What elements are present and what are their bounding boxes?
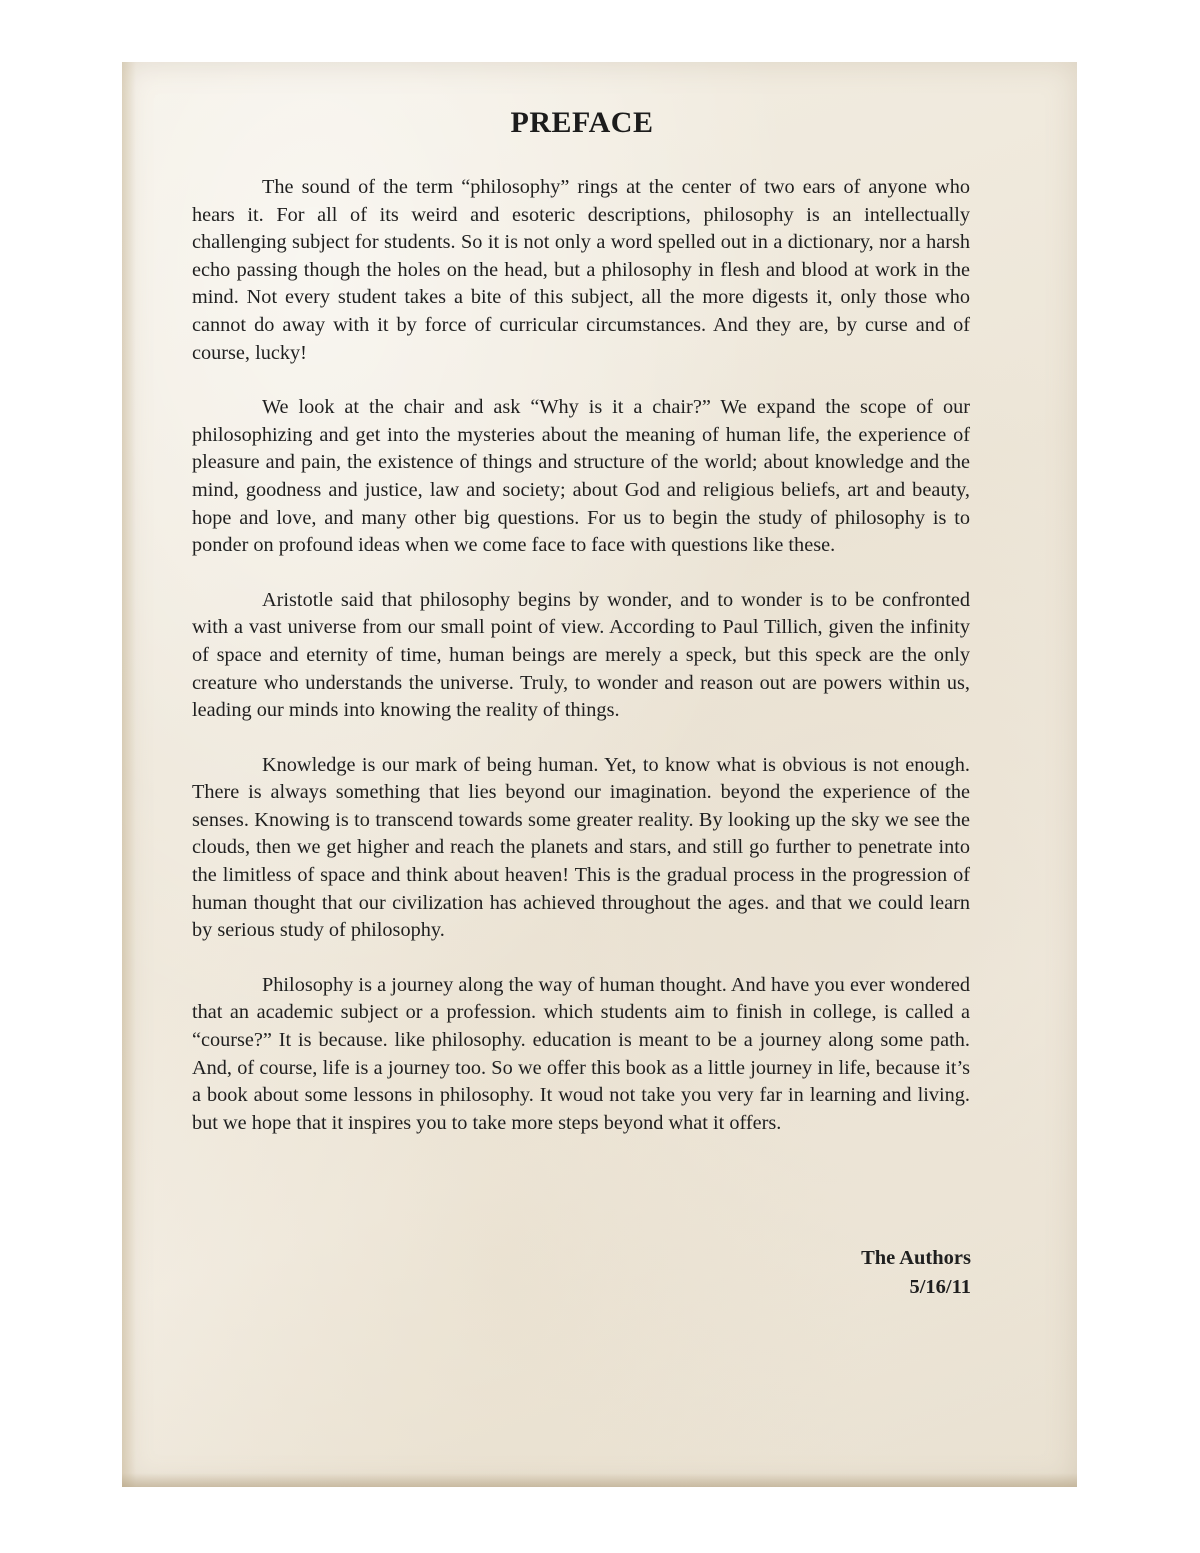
page-title: PREFACE	[510, 106, 654, 139]
paragraph-2: We look at the chair and ask “Why is it a chair?” We expand the scope of our philosophizing and get into the mysteries about the meaning of human life, the experience of pleasure and pain, the existence of things and structure of the world; about knowledge and the mind, goodness and justice, law and society; about God and religious beliefs, art and beauty, hope and love, and many other big questions. For us to begin the study of philosophy is to ponder on profound ideas when we come face to face with questions like these.	[192, 396, 970, 557]
paragraph-1: The sound of the term “philosophy” rings at the center of two ears of anyone who hears it. For all of its weird and esoteric descriptions, philosophy is an intellectually challenging subject for students. So it is not only a word spelled out in a dictionary, nor a harsh echo passing though the holes on the head, but a philosophy in flesh and blood at work in the mind. Not every student takes a bite of this subject, all the more digests it, only those who cannot do away with it by force of curricular circumstances. And they are, by curse and of course, lucky!	[192, 176, 970, 364]
paragraph-4: Knowledge is our mark of being human. Yet, to know what is obvious is not enough. There is always something that lies beyond our imagination. beyond the experience of the senses. Knowing is to transcend towards some greater reality. By looking up the sky we see the clouds, then we get higher and reach the planets and stars, and still go further to penetrate into the limitless of space and think about heaven! This is the gradual process in the progression of human thought that our civilization has achieved throughout the ages. and that we could learn by serious study of philosophy.	[192, 753, 970, 942]
preface-body	[192, 174, 970, 1164]
signature-date: 5/16/11	[909, 1276, 971, 1298]
paragraph-5: Philosophy is a journey along the way of human thought. And have you ever wondered that an academic subject or a profession. which students aim to finish in college, is called a “course?” It is because. like philosophy. education is meant to be a journey along some path. And, of course, life is a journey too. So we offer this book as a little journey in life, because it’s a book about some lessons in philosophy. It woud not take you very far in learning and living. but we hope that it inspires you to take more steps beyond what it offers.	[192, 973, 970, 1134]
paragraph-3: Aristotle said that philosophy begins by wonder, and to wonder is to be confronted with a vast universe from our small point of view. According to Paul Tillich, given the infinity of space and eternity of time, human beings are merely a speck, but this speck are the only creature who understands the universe. Truly, to wonder and reason out are powers within us, leading our minds into knowing the reality of things.	[192, 588, 970, 722]
page-shadow-left	[122, 62, 136, 1487]
page-shadow-bottom	[122, 1473, 1077, 1487]
signature-author: The Authors	[861, 1247, 971, 1269]
signature-block	[861, 1244, 971, 1302]
document-page	[122, 62, 1077, 1487]
